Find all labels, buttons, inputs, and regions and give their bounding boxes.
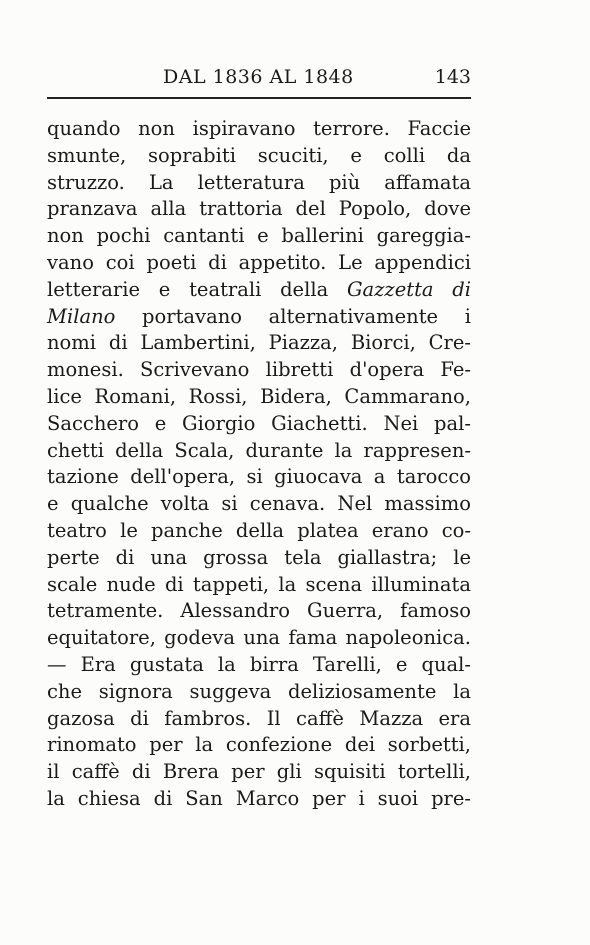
text-line: teatro le panche della platea erano co- bbox=[47, 518, 471, 542]
text-line: letterarie e teatrali della Gazzetta di bbox=[47, 277, 471, 301]
running-title: DAL 1836 AL 1848 bbox=[163, 66, 354, 88]
italic-title: Milano bbox=[47, 304, 116, 328]
text-line: — Era gustata la birra Tarelli, e qual- bbox=[47, 652, 471, 676]
text-line: chetti della Scala, durante la rappresen- bbox=[47, 438, 471, 462]
text-line: perte di una grossa tela giallastra; le bbox=[47, 545, 471, 569]
text-line: non pochi cantanti e ballerini gareggia- bbox=[47, 224, 471, 248]
text-line: lice Romani, Rossi, Bidera, Cammarano, bbox=[47, 384, 471, 408]
text-line: Sacchero e Giorgio Giachetti. Nei pal- bbox=[47, 411, 471, 435]
text-line: struzzo. La letteratura più affamata bbox=[47, 170, 471, 194]
text-line: quando non ispiravano terrore. Faccie bbox=[47, 117, 471, 140]
text-line: tazione dell'opera, si giuocava a tarocco bbox=[47, 465, 471, 489]
text-line: Milano portavano alternativamente i bbox=[47, 304, 471, 328]
body-text bbox=[47, 116, 471, 813]
text-line: pranzava alla trattoria del Popolo, dove bbox=[47, 197, 471, 221]
text-line: equitatore, godeva una fama napoleonica. bbox=[47, 626, 471, 650]
text-line: che signora suggeva deliziosamente la bbox=[47, 679, 471, 703]
text-line: gazosa di fambros. Il caffè Mazza era bbox=[47, 706, 471, 730]
text-line: la chiesa di San Marco per i suoi pre- bbox=[47, 786, 471, 810]
text-line: rinomato per la confezione dei sorbetti, bbox=[47, 733, 471, 757]
text-line: smunte, soprabiti scuciti, e colli da bbox=[47, 143, 471, 167]
page-header bbox=[47, 60, 471, 100]
header-rule bbox=[47, 97, 471, 99]
text-line: nomi di Lambertini, Piazza, Biorci, Cre- bbox=[47, 331, 471, 355]
text-line: monesi. Scrivevano libretti d'opera Fe- bbox=[47, 358, 471, 382]
text-line: il caffè di Brera per gli squisiti tortelli, bbox=[47, 760, 471, 784]
italic-title: Gazzetta di bbox=[346, 277, 471, 301]
text-line: scale nude di tappeti, la scena illuminata bbox=[47, 572, 471, 596]
text-line: tetramente. Alessandro Guerra, famoso bbox=[47, 599, 471, 623]
text-line: e qualche volta si cenava. Nel massimo bbox=[47, 492, 471, 516]
text-line: vano coi poeti di appetito. Le appendici bbox=[47, 250, 471, 274]
page-number: 143 bbox=[434, 66, 471, 88]
